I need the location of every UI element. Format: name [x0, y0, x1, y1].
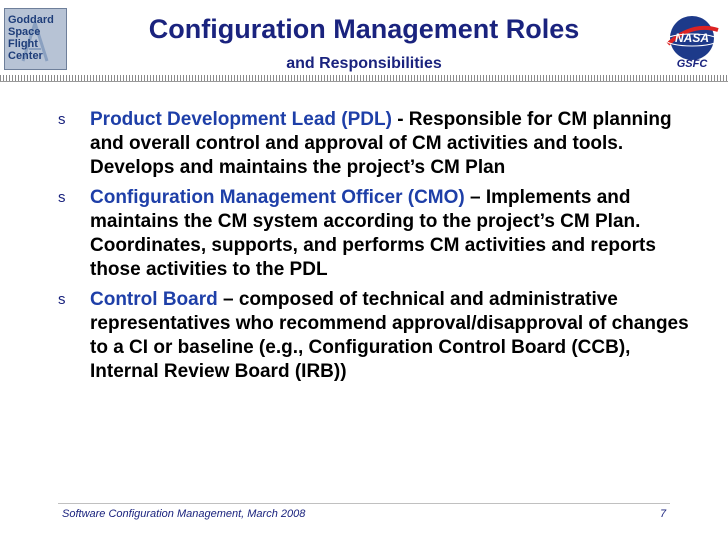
slide-subtitle: and Responsibilities [286, 55, 442, 72]
nasa-logo [664, 14, 720, 62]
role-description: – composed of technical and administrative representatives who recommend approval/disapproval of changes to a CI or baseline (e.g., Configuration Control Board (CCB), Internal Review Board (IRB)) [90, 289, 689, 382]
bullet-marker: s [58, 189, 66, 206]
bullet-marker: s [58, 291, 66, 308]
bullet-marker: s [58, 111, 66, 128]
bullet-item [58, 288, 698, 384]
role-term: Product Development Lead (PDL) [90, 109, 392, 130]
role-description: – Implements and maintains the CM system according to the project’s CM Plan. Coordinates, supports, and performs CM activities and reports those activities to the PDL [90, 187, 656, 280]
goddard-logo-line: Space [8, 26, 41, 38]
nasa-logo-text: NASA [674, 31, 710, 45]
page-number: 7 [660, 508, 667, 520]
footer-text: Software Configuration Management, March 2008 [62, 508, 306, 520]
role-term: Control Board [90, 289, 218, 310]
footer-divider [58, 503, 670, 504]
slide-title: Configuration Management Roles [148, 14, 580, 44]
bullet-list [58, 108, 698, 390]
goddard-logo-line: Center [8, 50, 43, 62]
gsfc-label: GSFC [676, 58, 708, 70]
bullet-item [58, 108, 698, 180]
goddard-logo-line: Goddard [8, 14, 54, 26]
role-term: Configuration Management Officer (CMO) [90, 187, 465, 208]
bullet-item [58, 186, 698, 282]
goddard-logo-line: Flight [8, 38, 38, 50]
header-divider-line [0, 81, 728, 82]
role-description: - Responsible for CM planning and overall control and approval of CM activities and tools. Develops and maintains the project’s CM Plan [90, 109, 672, 178]
